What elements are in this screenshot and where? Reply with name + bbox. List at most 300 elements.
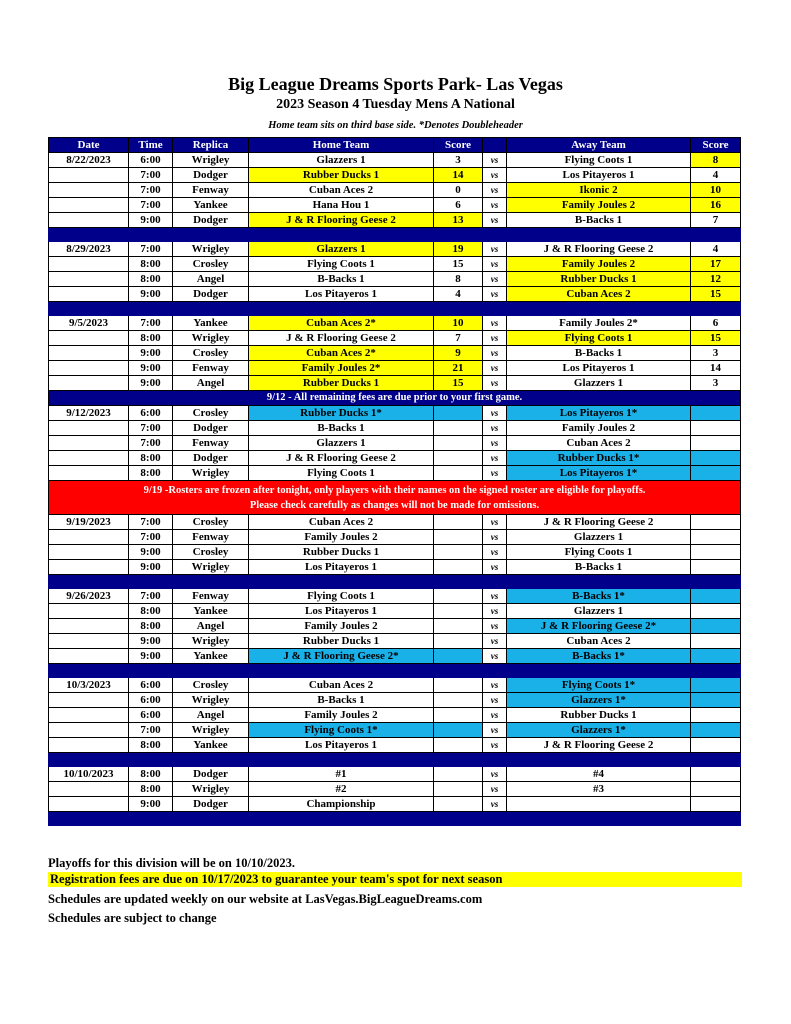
away-score-cell <box>691 530 741 545</box>
home-team-cell: Rubber Ducks 1 <box>249 168 434 183</box>
away-team-cell: B-Backs 1* <box>507 589 691 604</box>
table-row <box>49 678 741 693</box>
home-team-cell: B-Backs 1 <box>249 421 434 436</box>
replica-cell: Yankee <box>173 604 249 619</box>
away-team-cell: Cuban Aces 2 <box>507 436 691 451</box>
home-team-cell: B-Backs 1 <box>249 272 434 287</box>
time-cell: 9:00 <box>129 797 173 812</box>
away-team-cell: #4 <box>507 767 691 782</box>
home-team-cell: J & R Flooring Geese 2 <box>249 451 434 466</box>
away-score-cell <box>691 678 741 693</box>
vs-cell: vs <box>483 346 507 361</box>
home-score-cell: 4 <box>434 287 483 302</box>
home-team-cell: Hana Hou 1 <box>249 198 434 213</box>
week-separator <box>49 753 741 767</box>
time-cell: 7:00 <box>129 436 173 451</box>
date-cell <box>49 346 129 361</box>
replica-cell: Fenway <box>173 589 249 604</box>
home-score-cell <box>434 466 483 481</box>
table-row <box>49 767 741 782</box>
home-team-cell: #1 <box>249 767 434 782</box>
replica-cell: Angel <box>173 376 249 391</box>
table-row <box>49 361 741 376</box>
home-score-cell <box>434 797 483 812</box>
vs-cell: vs <box>483 589 507 604</box>
replica-cell: Dodger <box>173 168 249 183</box>
home-score-cell <box>434 619 483 634</box>
replica-cell: Wrigley <box>173 634 249 649</box>
away-score-cell <box>691 782 741 797</box>
away-score-cell <box>691 560 741 575</box>
home-score-cell <box>434 678 483 693</box>
replica-cell: Wrigley <box>173 723 249 738</box>
away-team-cell: Los Pitayeros 1* <box>507 406 691 421</box>
date-cell <box>49 451 129 466</box>
col-home-team: Home Team <box>249 138 434 153</box>
week-separator <box>49 228 741 242</box>
away-score-cell <box>691 738 741 753</box>
col-home-score: Score <box>434 138 483 153</box>
week-separator <box>49 664 741 678</box>
time-cell: 8:00 <box>129 257 173 272</box>
table-row <box>49 436 741 451</box>
away-score-cell <box>691 545 741 560</box>
away-team-cell: Family Joules 2 <box>507 198 691 213</box>
replica-cell: Fenway <box>173 361 249 376</box>
table-row <box>49 634 741 649</box>
vs-cell: vs <box>483 782 507 797</box>
away-score-cell <box>691 767 741 782</box>
home-score-cell: 3 <box>434 153 483 168</box>
separator-bar <box>49 812 741 826</box>
time-cell: 6:00 <box>129 708 173 723</box>
roster-alert-line: 9/19 -Rosters are frozen after tonight, only players with their names on the signed roster are eligible for playoffs. <box>143 484 646 496</box>
home-team-cell: Glazzers 1 <box>249 436 434 451</box>
home-score-cell <box>434 604 483 619</box>
date-cell <box>49 708 129 723</box>
table-row <box>49 738 741 753</box>
date-cell <box>49 361 129 376</box>
replica-cell: Fenway <box>173 436 249 451</box>
home-score-cell: 6 <box>434 198 483 213</box>
table-row <box>49 213 741 228</box>
replica-cell: Angel <box>173 708 249 723</box>
away-team-cell: Flying Coots 1 <box>507 545 691 560</box>
home-score-cell <box>434 767 483 782</box>
separator-bar <box>49 753 741 767</box>
date-cell <box>49 619 129 634</box>
replica-cell: Dodger <box>173 767 249 782</box>
replica-cell: Crosley <box>173 346 249 361</box>
home-score-cell <box>434 738 483 753</box>
away-score-cell <box>691 619 741 634</box>
date-cell <box>49 738 129 753</box>
away-team-cell: Glazzers 1* <box>507 693 691 708</box>
fees-notice-row <box>49 391 741 406</box>
time-cell: 9:00 <box>129 634 173 649</box>
home-score-cell <box>434 708 483 723</box>
away-score-cell: 16 <box>691 198 741 213</box>
table-row <box>49 604 741 619</box>
fees-notice: 9/12 - All remaining fees are due prior to your first game. <box>49 391 741 406</box>
home-score-cell <box>434 451 483 466</box>
time-cell: 8:00 <box>129 331 173 346</box>
home-score-cell: 15 <box>434 376 483 391</box>
date-cell <box>49 257 129 272</box>
home-score-cell <box>434 693 483 708</box>
date-cell <box>49 272 129 287</box>
home-team-cell: Glazzers 1 <box>249 153 434 168</box>
vs-cell: vs <box>483 708 507 723</box>
replica-cell: Fenway <box>173 530 249 545</box>
time-cell: 8:00 <box>129 272 173 287</box>
away-score-cell: 15 <box>691 287 741 302</box>
away-score-cell: 17 <box>691 257 741 272</box>
vs-cell: vs <box>483 515 507 530</box>
home-team-cell: Family Joules 2* <box>249 361 434 376</box>
home-score-cell <box>434 782 483 797</box>
time-cell: 9:00 <box>129 213 173 228</box>
away-team-cell: Rubber Ducks 1 <box>507 708 691 723</box>
away-team-cell <box>507 797 691 812</box>
home-team-cell: Rubber Ducks 1* <box>249 406 434 421</box>
time-cell: 8:00 <box>129 619 173 634</box>
home-team-cell: Cuban Aces 2* <box>249 346 434 361</box>
replica-cell: Dodger <box>173 797 249 812</box>
time-cell: 6:00 <box>129 678 173 693</box>
away-score-cell <box>691 649 741 664</box>
vs-cell: vs <box>483 530 507 545</box>
schedule-body <box>49 153 741 826</box>
away-score-cell <box>691 436 741 451</box>
replica-cell: Dodger <box>173 451 249 466</box>
away-score-cell <box>691 451 741 466</box>
time-cell: 9:00 <box>129 346 173 361</box>
date-cell: 9/5/2023 <box>49 316 129 331</box>
table-row <box>49 693 741 708</box>
col-away-score: Score <box>691 138 741 153</box>
table-row <box>49 545 741 560</box>
date-cell <box>49 530 129 545</box>
vs-cell: vs <box>483 604 507 619</box>
home-team-cell: Championship <box>249 797 434 812</box>
time-cell: 8:00 <box>129 738 173 753</box>
date-cell <box>49 634 129 649</box>
away-score-cell: 8 <box>691 153 741 168</box>
week-separator <box>49 302 741 316</box>
home-team-cell: Cuban Aces 2 <box>249 678 434 693</box>
page-subtitle: 2023 Season 4 Tuesday Mens A National <box>276 97 515 112</box>
away-score-cell <box>691 589 741 604</box>
away-score-cell <box>691 634 741 649</box>
date-cell <box>49 560 129 575</box>
date-cell <box>49 198 129 213</box>
replica-cell: Dodger <box>173 421 249 436</box>
home-team-cell: Cuban Aces 2 <box>249 515 434 530</box>
home-team-cell: Los Pitayeros 1 <box>249 287 434 302</box>
away-score-cell: 3 <box>691 346 741 361</box>
replica-cell: Wrigley <box>173 560 249 575</box>
vs-cell: vs <box>483 406 507 421</box>
col-date: Date <box>49 138 129 153</box>
col-time: Time <box>129 138 173 153</box>
vs-cell: vs <box>483 693 507 708</box>
time-cell: 8:00 <box>129 604 173 619</box>
date-cell <box>49 649 129 664</box>
away-team-cell: Rubber Ducks 1 <box>507 272 691 287</box>
away-score-cell: 3 <box>691 376 741 391</box>
table-row <box>49 708 741 723</box>
away-team-cell: Los Pitayeros 1* <box>507 466 691 481</box>
away-team-cell: B-Backs 1* <box>507 649 691 664</box>
away-team-cell: J & R Flooring Geese 2 <box>507 738 691 753</box>
home-team-cell: B-Backs 1 <box>249 693 434 708</box>
vs-cell: vs <box>483 738 507 753</box>
home-team-cell: Family Joules 2 <box>249 708 434 723</box>
date-cell <box>49 693 129 708</box>
away-score-cell: 4 <box>691 242 741 257</box>
time-cell: 9:00 <box>129 287 173 302</box>
home-score-cell: 19 <box>434 242 483 257</box>
away-score-cell: 12 <box>691 272 741 287</box>
time-cell: 9:00 <box>129 545 173 560</box>
schedule-note: Home team sits on third base side. *Denotes Doubleheader <box>268 120 523 131</box>
table-header-row <box>49 138 741 153</box>
home-team-cell: Los Pitayeros 1 <box>249 604 434 619</box>
away-team-cell: B-Backs 1 <box>507 560 691 575</box>
table-row <box>49 451 741 466</box>
away-score-cell: 14 <box>691 361 741 376</box>
away-team-cell: J & R Flooring Geese 2 <box>507 242 691 257</box>
home-team-cell: Family Joules 2 <box>249 619 434 634</box>
away-team-cell: Ikonic 2 <box>507 183 691 198</box>
time-cell: 9:00 <box>129 376 173 391</box>
replica-cell: Yankee <box>173 738 249 753</box>
table-row <box>49 183 741 198</box>
separator-bar <box>49 228 741 242</box>
table-row <box>49 257 741 272</box>
date-cell <box>49 436 129 451</box>
replica-cell: Yankee <box>173 649 249 664</box>
replica-cell: Wrigley <box>173 782 249 797</box>
replica-cell: Dodger <box>173 213 249 228</box>
time-cell: 9:00 <box>129 560 173 575</box>
vs-cell: vs <box>483 316 507 331</box>
replica-cell: Crosley <box>173 406 249 421</box>
away-team-cell: Cuban Aces 2 <box>507 634 691 649</box>
home-score-cell <box>434 436 483 451</box>
roster-alert-row <box>49 481 741 515</box>
table-row <box>49 272 741 287</box>
time-cell: 7:00 <box>129 530 173 545</box>
table-row <box>49 198 741 213</box>
date-cell <box>49 797 129 812</box>
vs-cell: vs <box>483 466 507 481</box>
vs-cell: vs <box>483 287 507 302</box>
table-row <box>49 589 741 604</box>
table-row <box>49 376 741 391</box>
time-cell: 7:00 <box>129 183 173 198</box>
away-score-cell <box>691 421 741 436</box>
replica-cell: Yankee <box>173 316 249 331</box>
home-team-cell: J & R Flooring Geese 2 <box>249 213 434 228</box>
away-team-cell: J & R Flooring Geese 2 <box>507 515 691 530</box>
table-row <box>49 530 741 545</box>
date-cell <box>49 183 129 198</box>
away-team-cell: Flying Coots 1 <box>507 153 691 168</box>
replica-cell: Angel <box>173 272 249 287</box>
col-away-team: Away Team <box>507 138 691 153</box>
schedule-table <box>48 137 741 826</box>
home-score-cell: 21 <box>434 361 483 376</box>
time-cell: 9:00 <box>129 649 173 664</box>
away-team-cell: Family Joules 2 <box>507 421 691 436</box>
date-cell <box>49 331 129 346</box>
table-row <box>49 316 741 331</box>
home-score-cell: 0 <box>434 183 483 198</box>
replica-cell: Crosley <box>173 257 249 272</box>
time-cell: 6:00 <box>129 693 173 708</box>
home-team-cell: Flying Coots 1 <box>249 466 434 481</box>
home-score-cell <box>434 634 483 649</box>
table-row <box>49 406 741 421</box>
replica-cell: Wrigley <box>173 466 249 481</box>
home-score-cell: 9 <box>434 346 483 361</box>
away-score-cell <box>691 797 741 812</box>
home-score-cell <box>434 545 483 560</box>
away-team-cell: Flying Coots 1 <box>507 331 691 346</box>
away-team-cell: B-Backs 1 <box>507 213 691 228</box>
away-team-cell: B-Backs 1 <box>507 346 691 361</box>
date-cell: 10/10/2023 <box>49 767 129 782</box>
time-cell: 7:00 <box>129 723 173 738</box>
home-team-cell: Flying Coots 1 <box>249 589 434 604</box>
home-score-cell <box>434 421 483 436</box>
time-cell: 6:00 <box>129 406 173 421</box>
vs-cell: vs <box>483 213 507 228</box>
website-note: Schedules are updated weekly on our website at LasVegas.BigLeagueDreams.com <box>48 892 483 906</box>
vs-cell: vs <box>483 376 507 391</box>
registration-note: Registration fees are due on 10/17/2023 to guarantee your team's spot for next season <box>48 872 742 887</box>
table-row <box>49 723 741 738</box>
away-score-cell <box>691 723 741 738</box>
time-cell: 7:00 <box>129 198 173 213</box>
home-team-cell: Cuban Aces 2* <box>249 316 434 331</box>
table-row <box>49 797 741 812</box>
table-row <box>49 287 741 302</box>
away-score-cell: 10 <box>691 183 741 198</box>
home-team-cell: Cuban Aces 2 <box>249 183 434 198</box>
date-cell <box>49 545 129 560</box>
away-team-cell: J & R Flooring Geese 2* <box>507 619 691 634</box>
home-team-cell: Rubber Ducks 1 <box>249 376 434 391</box>
home-team-cell: #2 <box>249 782 434 797</box>
vs-cell: vs <box>483 767 507 782</box>
replica-cell: Dodger <box>173 287 249 302</box>
replica-cell: Yankee <box>173 198 249 213</box>
date-cell <box>49 168 129 183</box>
date-cell <box>49 376 129 391</box>
away-score-cell <box>691 708 741 723</box>
vs-cell: vs <box>483 797 507 812</box>
away-score-cell <box>691 693 741 708</box>
away-team-cell: Glazzers 1 <box>507 604 691 619</box>
table-row <box>49 649 741 664</box>
time-cell: 7:00 <box>129 515 173 530</box>
col-replica: Replica <box>173 138 249 153</box>
away-score-cell: 7 <box>691 213 741 228</box>
date-cell <box>49 287 129 302</box>
home-team-cell: Los Pitayeros 1 <box>249 738 434 753</box>
time-cell: 7:00 <box>129 316 173 331</box>
date-cell <box>49 723 129 738</box>
week-separator <box>49 575 741 589</box>
date-cell: 10/3/2023 <box>49 678 129 693</box>
table-row <box>49 331 741 346</box>
home-team-cell: J & R Flooring Geese 2* <box>249 649 434 664</box>
vs-cell: vs <box>483 451 507 466</box>
col-vs <box>483 138 507 153</box>
date-cell <box>49 466 129 481</box>
vs-cell: vs <box>483 723 507 738</box>
vs-cell: vs <box>483 331 507 346</box>
away-team-cell: Family Joules 2 <box>507 257 691 272</box>
home-score-cell <box>434 530 483 545</box>
vs-cell: vs <box>483 634 507 649</box>
date-cell: 8/29/2023 <box>49 242 129 257</box>
playoffs-note: Playoffs for this division will be on 10/10/2023. <box>48 856 296 870</box>
away-score-cell <box>691 515 741 530</box>
away-score-cell: 4 <box>691 168 741 183</box>
vs-cell: vs <box>483 183 507 198</box>
home-team-cell: Rubber Ducks 1 <box>249 634 434 649</box>
away-score-cell <box>691 466 741 481</box>
replica-cell: Crosley <box>173 545 249 560</box>
home-score-cell: 8 <box>434 272 483 287</box>
home-score-cell <box>434 589 483 604</box>
time-cell: 7:00 <box>129 168 173 183</box>
vs-cell: vs <box>483 242 507 257</box>
home-team-cell: Glazzers 1 <box>249 242 434 257</box>
vs-cell: vs <box>483 153 507 168</box>
away-team-cell: Rubber Ducks 1* <box>507 451 691 466</box>
time-cell: 9:00 <box>129 361 173 376</box>
replica-cell: Wrigley <box>173 331 249 346</box>
table-row <box>49 782 741 797</box>
page-title: Big League Dreams Sports Park- Las Vegas <box>228 74 563 94</box>
date-cell: 9/19/2023 <box>49 515 129 530</box>
home-team-cell: Rubber Ducks 1 <box>249 545 434 560</box>
table-row <box>49 560 741 575</box>
week-separator <box>49 812 741 826</box>
separator-bar <box>49 664 741 678</box>
home-team-cell: Flying Coots 1* <box>249 723 434 738</box>
away-team-cell: #3 <box>507 782 691 797</box>
replica-cell: Angel <box>173 619 249 634</box>
roster-alert <box>49 481 741 515</box>
vs-cell: vs <box>483 257 507 272</box>
replica-cell: Crosley <box>173 678 249 693</box>
home-score-cell: 15 <box>434 257 483 272</box>
roster-alert-line: Please check carefully as changes will not be made for omissions. <box>249 499 540 511</box>
home-score-cell <box>434 406 483 421</box>
replica-cell: Wrigley <box>173 153 249 168</box>
home-score-cell <box>434 723 483 738</box>
home-team-cell: Los Pitayeros 1 <box>249 560 434 575</box>
home-team-cell: Flying Coots 1 <box>249 257 434 272</box>
vs-cell: vs <box>483 168 507 183</box>
date-cell: 9/12/2023 <box>49 406 129 421</box>
